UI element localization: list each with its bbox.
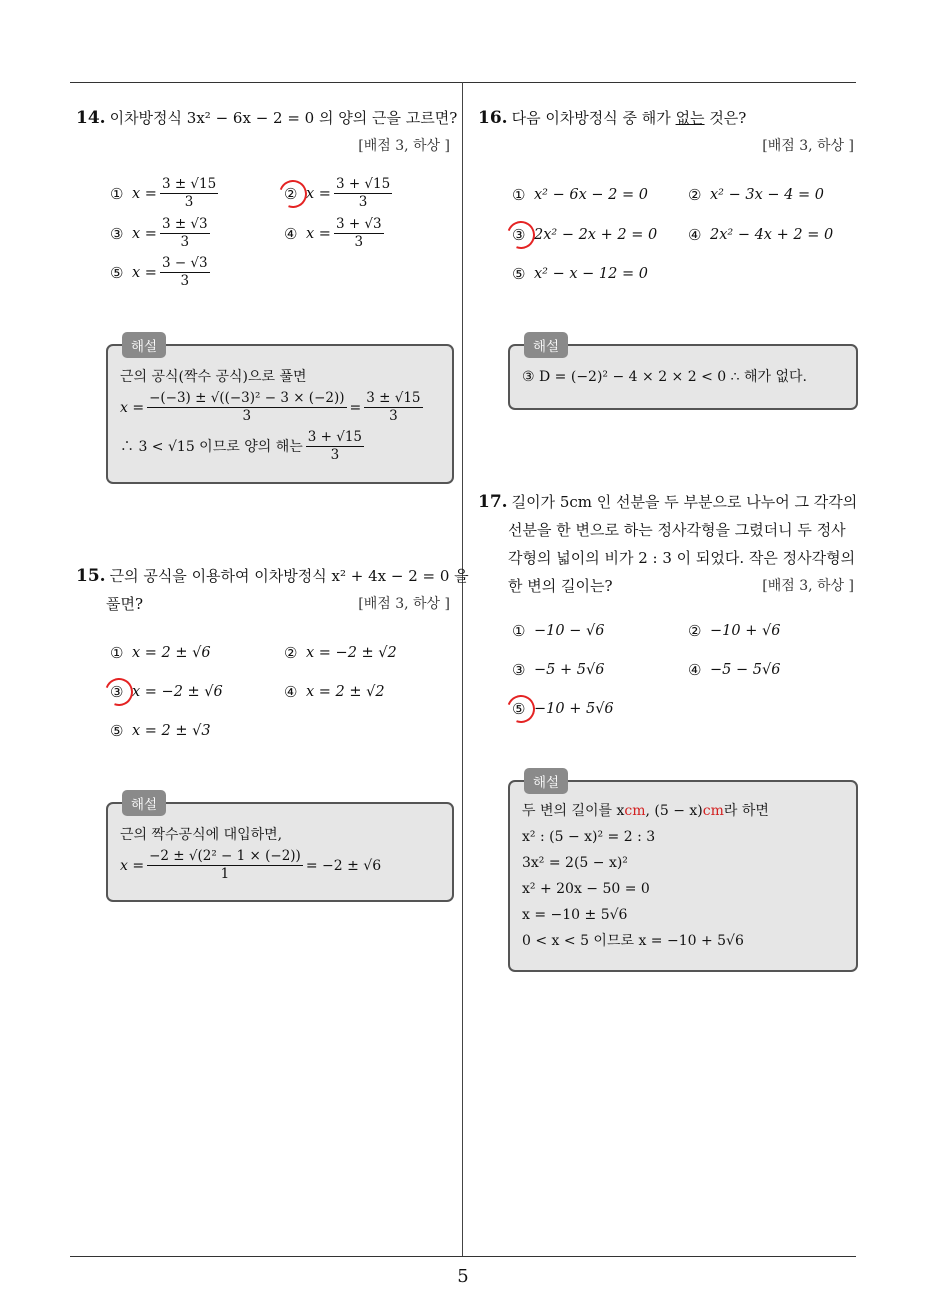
question-number: 16. [478,108,508,128]
question-text: 근의 공식을 이용하여 이차방정식 x² + 4x − 2 = 0 을 [109,567,469,585]
solution-box-14 [106,339,454,484]
solution-line: x = $\frac{\text{−2 ± √(2² − 1 × (−2))}}{1}$ = −2 ± √6 [120,848,382,882]
solution-box-15 [106,797,454,902]
solution-line: x = $\frac{\text{−(−3) ± √((−3)² − 3 × (−2))}}{3}$ = $\frac{3 \pm √15}{3}$ [120,390,421,424]
question-text: 길이가 5cm 인 선분을 두 부분으로 나누어 그 각각의 [511,493,858,511]
question-number: 15. [76,566,106,586]
question-text: 한 변의 길이는? [508,577,613,595]
option-4[interactable]: ④ x = $\frac{3 + √3}{3}$ [284,216,382,250]
question-14 [76,104,458,160]
solution-line: 두 변의 길이를 x cm , (5 − x) cm 라 하면 [522,798,846,824]
solution-tag: 해설 [524,768,568,794]
question-text: 선분을 한 변으로 하는 정사각형을 그렸더니 두 정사 [508,521,846,539]
option-2[interactable]: ② x = −2 ± √2 [284,644,397,662]
question-15 [76,562,469,618]
option-number: ② [688,622,702,640]
answer-circle-mark [502,690,539,727]
question-text: 것은? [704,109,747,127]
option-5[interactable]: ⑤ x² − x − 12 = 0 [512,265,648,283]
option-2[interactable]: ② x = $\frac{3 + √15}{3}$ [284,176,395,211]
fraction: $\frac{3 \pm √3}{3}$ [161,216,208,250]
option-number: ③ [512,661,526,679]
question-text: 각형의 넓이의 비가 2 : 3 이 되었다. 작은 정사각형의 [508,549,856,567]
option-number: ② [284,644,298,662]
points-label: [배점 3, 하상 ] [762,138,854,154]
question-16 [478,104,854,160]
option-number: ② [284,185,306,203]
question-text: 풀면? [106,595,144,613]
top-rule [70,82,856,83]
option-2[interactable]: ② −10 + √6 [688,622,781,640]
option-4[interactable]: ④ −5 − 5√6 [688,661,781,679]
option-number: ① [110,644,124,662]
option-3[interactable]: ③ −5 + 5√6 [512,661,605,679]
option-number: ① [512,186,526,204]
points-label: [배점 3, 하상 ] [358,138,450,154]
solution-tag: 해설 [122,332,166,358]
option-number: ① [110,184,124,203]
option-number: ④ [284,224,298,243]
option-5[interactable]: ⑤ x = 2 ± √3 [110,722,211,740]
option-5[interactable]: ⑤ x = $\frac{3 - √3}{3}$ [110,255,208,289]
column-divider [462,82,463,1256]
points-label: [배점 3, 하상 ] [762,578,854,594]
solution-tag: 해설 [122,790,166,816]
fraction: $\frac{3 \pm √15}{3}$ [161,176,217,210]
option-1[interactable]: ① x = 2 ± √6 [110,644,211,662]
bottom-rule [70,1256,856,1257]
underlined-word: 없는 [675,109,705,127]
solution-line: x² : (5 − x)² = 2 : 3 [522,829,656,845]
solution-line: x² + 20x − 50 = 0 [522,881,650,897]
option-number: ③ [512,226,534,244]
option-5[interactable]: ⑤ −10 + 5√6 [512,700,614,718]
option-number: ① [512,622,526,640]
option-number: ⑤ [512,700,534,718]
question-number: 17. [478,492,508,512]
points-label: [배점 3, 하상 ] [358,596,450,612]
solution-line: x = −10 ± 5√6 [522,907,628,923]
answer-circle-mark [274,175,311,212]
answer-circle-mark [502,216,539,253]
option-number: ③ [110,683,132,701]
option-3[interactable]: ③ x = $\frac{3 \pm √3}{3}$ [110,216,208,250]
question-text: 이차방정식 3x² − 6x − 2 = 0 의 양의 근을 고르면? [109,109,458,127]
option-1[interactable]: ① −10 − √6 [512,622,605,640]
solution-line: ∴ 3 < √15 이므로 양의 해는 $\frac{3 + √15}{3}$ [120,429,363,463]
page-number: 5 [457,1266,469,1287]
solution-box-16 [508,339,858,410]
fraction: $\frac{3 + √3}{3}$ [335,216,382,250]
question-text: 다음 이차방정식 중 해가 [511,109,676,127]
option-number: ④ [688,661,702,679]
solution-line: 근의 공식(짝수 공식)으로 풀면 [120,369,307,385]
solution-box-17 [508,775,858,972]
answer-circle-mark [100,673,137,710]
option-number: ④ [688,226,702,244]
option-1[interactable]: ① x = $\frac{3 \pm √15}{3}$ [110,176,217,210]
question-number: 14. [76,108,106,128]
unit-cm: cm [624,803,646,819]
solution-tag: 해설 [524,332,568,358]
option-4[interactable]: ④ 2x² − 4x + 2 = 0 [688,226,834,244]
option-number: ② [688,186,702,204]
solution-line: 근의 짝수공식에 대입하면, [120,827,283,843]
solution-line: 0 < x < 5 이므로 x = −10 + 5√6 [522,933,744,949]
question-17 [478,488,858,600]
option-4[interactable]: ④ x = 2 ± √2 [284,683,385,701]
option-2[interactable]: ② x² − 3x − 4 = 0 [688,186,824,204]
option-1[interactable]: ① x² − 6x − 2 = 0 [512,186,648,204]
option-number: ⑤ [110,263,124,282]
option-number: ④ [284,683,298,701]
option-3[interactable]: ③ 2x² − 2x + 2 = 0 [512,226,657,244]
solution-line: 3x² = 2(5 − x)² [522,855,628,871]
option-number: ⑤ [512,265,526,283]
fraction: $\frac{3 - √3}{3}$ [161,255,208,289]
unit-cm: cm [702,803,724,819]
solution-line: ③ D = (−2)² − 4 × 2 × 2 < 0 ∴ 해가 없다. [522,369,807,385]
option-3[interactable]: ③ x = −2 ± √6 [110,683,223,701]
option-number: ③ [110,224,124,243]
fraction: $\frac{3 + √15}{3}$ [335,176,391,210]
option-number: ⑤ [110,722,124,740]
